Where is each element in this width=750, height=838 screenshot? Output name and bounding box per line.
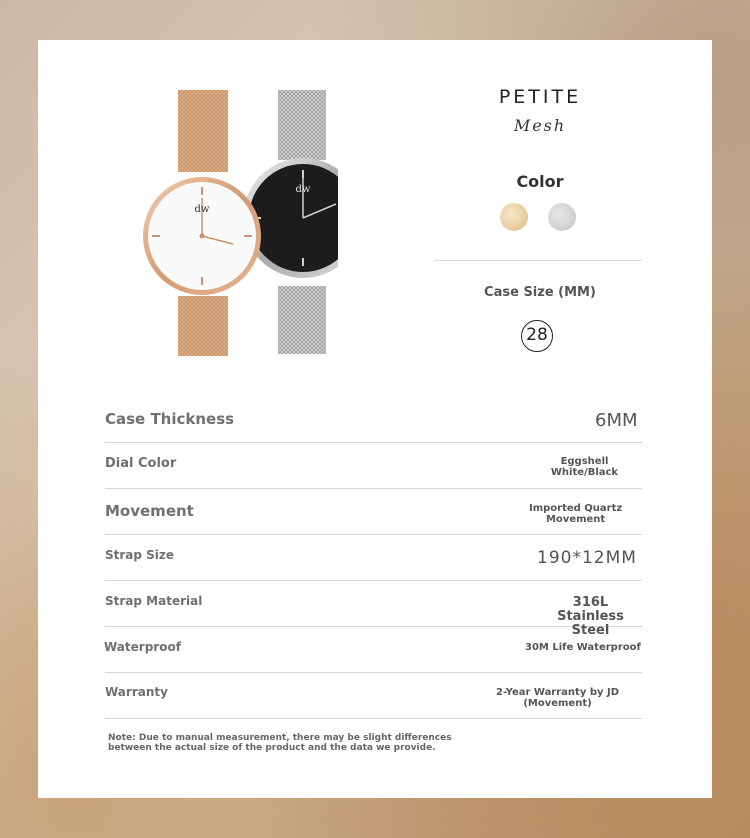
spec-row-movement	[105, 488, 642, 535]
spec-label: Warranty	[105, 685, 168, 699]
spec-row-case-thickness	[105, 396, 642, 443]
spec-row-strap-size	[105, 534, 642, 581]
case-size-label: Case Size (MM)	[484, 285, 596, 300]
divider	[434, 260, 642, 261]
spec-value: 190*12MM	[537, 548, 637, 568]
color-swatch-silver[interactable]	[548, 203, 576, 231]
spec-label: Movement	[105, 502, 194, 520]
spec-value: 316L Stainless Steel	[557, 595, 624, 638]
spec-value: 6MM	[595, 410, 638, 431]
spec-label: Dial Color	[105, 456, 177, 471]
product-subtitle: Mesh	[513, 116, 567, 135]
color-swatch-rose-gold[interactable]	[500, 203, 528, 231]
spec-label: Strap Size	[105, 548, 175, 562]
spec-row-waterproof	[105, 626, 642, 673]
measurement-note: Note: Due to manual measurement, there may be slight differences between the actual size of the product and the data we provide.	[108, 733, 452, 753]
spec-row-dial-color	[105, 442, 642, 489]
product-card	[38, 40, 712, 798]
spec-value: Eggshell White/Black	[550, 456, 619, 478]
spec-row-strap-material	[105, 580, 642, 638]
case-size-option[interactable]: 28	[521, 320, 553, 352]
spec-value: 30M Life Waterproof	[525, 642, 641, 653]
rose-watch-logo: dw	[194, 204, 210, 215]
spec-row-warranty	[105, 672, 642, 719]
spec-value: 2-Year Warranty by JD (Movement)	[495, 687, 620, 709]
watch-product-image	[98, 86, 338, 361]
spec-label: Case Thickness	[105, 410, 235, 428]
silver-watch-logo: dw	[295, 184, 311, 195]
spec-value: Imported Quartz Movement	[529, 503, 623, 525]
spec-label: Strap Material	[105, 594, 203, 608]
product-title: PETITE	[498, 86, 582, 108]
spec-label: Waterproof	[104, 640, 181, 654]
color-label: Color	[516, 172, 564, 191]
